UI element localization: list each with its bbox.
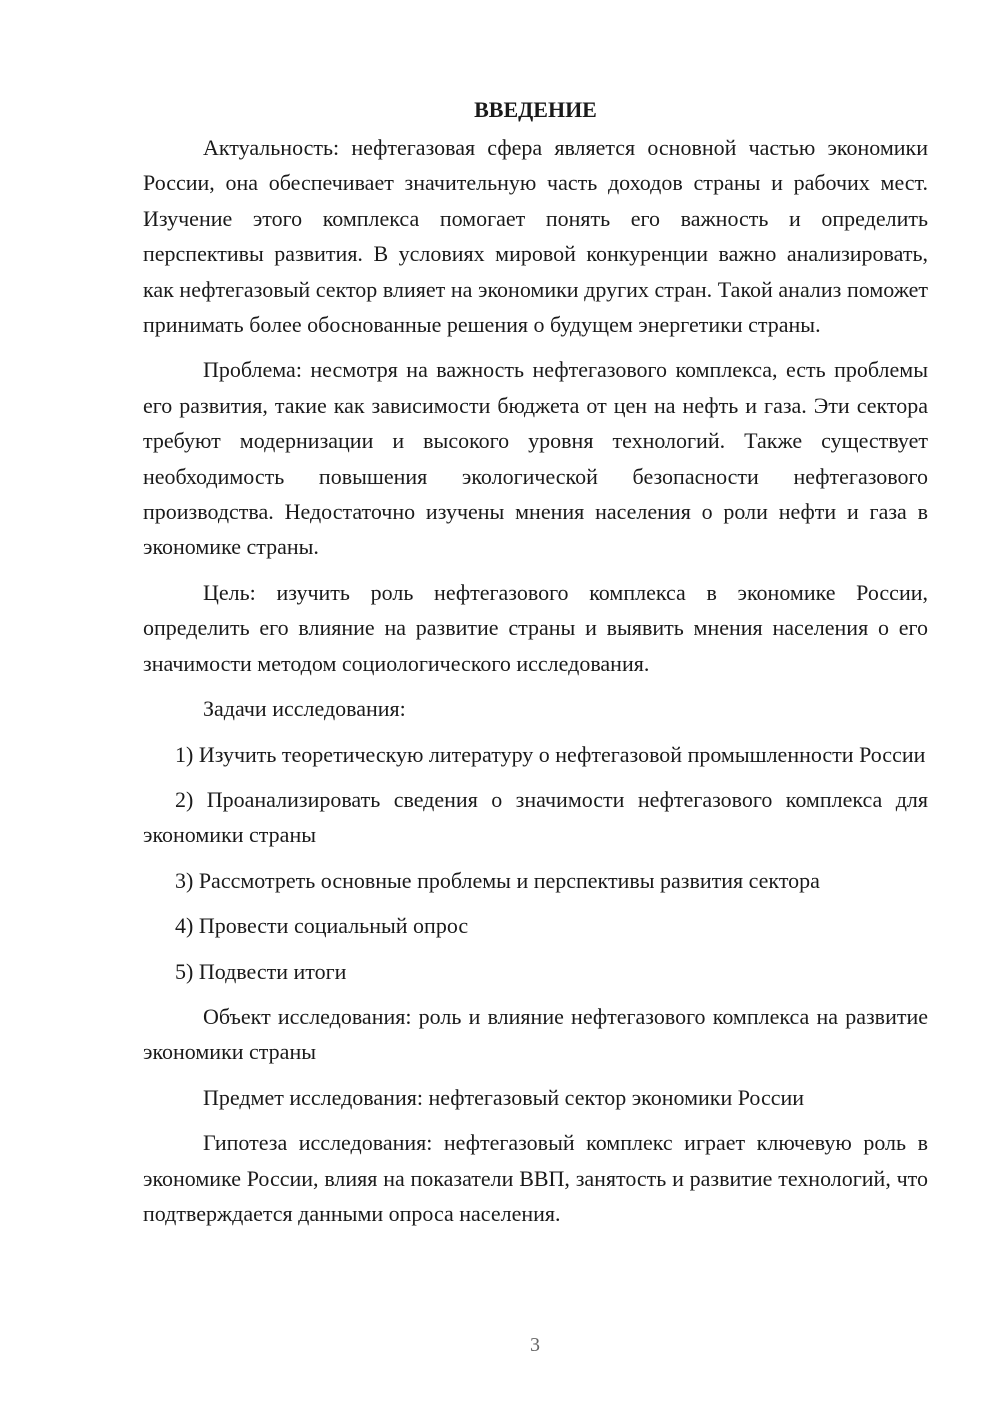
page-content	[143, 92, 928, 1231]
tasks-heading: Задачи исследования:	[203, 696, 406, 722]
list-item: 1) Изучить теоретическую литературу о нефтегазовой промышленности России	[175, 741, 926, 767]
page-title: ВВЕДЕНИЕ	[474, 97, 597, 122]
paragraph-hypothesis: Гипотеза исследования: нефтегазовый комплекс играет ключевую роль в экономике России, влияя на показатели ВВП, занятость и развитие технологий, что подтверждается данными опроса населения.	[143, 1130, 928, 1226]
paragraph-object: Объект исследования: роль и влияние нефтегазового комплекса на развитие экономики страны	[143, 1003, 928, 1065]
page-number: 3	[530, 1334, 540, 1356]
paragraph-problem: Проблема: несмотря на важность нефтегазового комплекса, есть проблемы его развития, такие как зависимости бюджета от цен на нефть и газа. Эти сектора требуют модернизации и высокого уровня технологий. Также существует необходимость повышения экологической безопасности нефтегазового производства. Недостаточно изучены мнения населения о роли нефти и газа в экономике страны.	[143, 357, 928, 560]
list-item: 3) Рассмотреть основные проблемы и перспективы развития сектора	[175, 867, 820, 893]
paragraph-subject: Предмет исследования: нефтегазовый сектор экономики России	[203, 1084, 805, 1110]
tasks-list	[143, 737, 928, 989]
list-item: 5) Подвести итоги	[175, 958, 347, 984]
list-item: 4) Провести социальный опрос	[175, 913, 469, 939]
list-item: 2) Проанализировать сведения о значимости нефтегазового комплекса для экономики страны	[143, 786, 928, 848]
paragraph-relevance: Актуальность: нефтегазовая сфера является основной частью экономики России, она обеспечивает значительную часть доходов страны и рабочих мест. Изучение этого комплекса помогает понять его важность и определить перспективы развития. В условиях мировой конкуренции важно анализировать, как нефтегазовый сектор влияет на экономики других стран. Такой анализ поможет принимать более обоснованные решения о будущем энергетики страны.	[143, 135, 928, 338]
paragraph-goal: Цель: изучить роль нефтегазового комплекса в экономике России, определить его влияние на развитие страны и выявить мнения населения о его значимости методом социологического исследования.	[143, 579, 928, 676]
